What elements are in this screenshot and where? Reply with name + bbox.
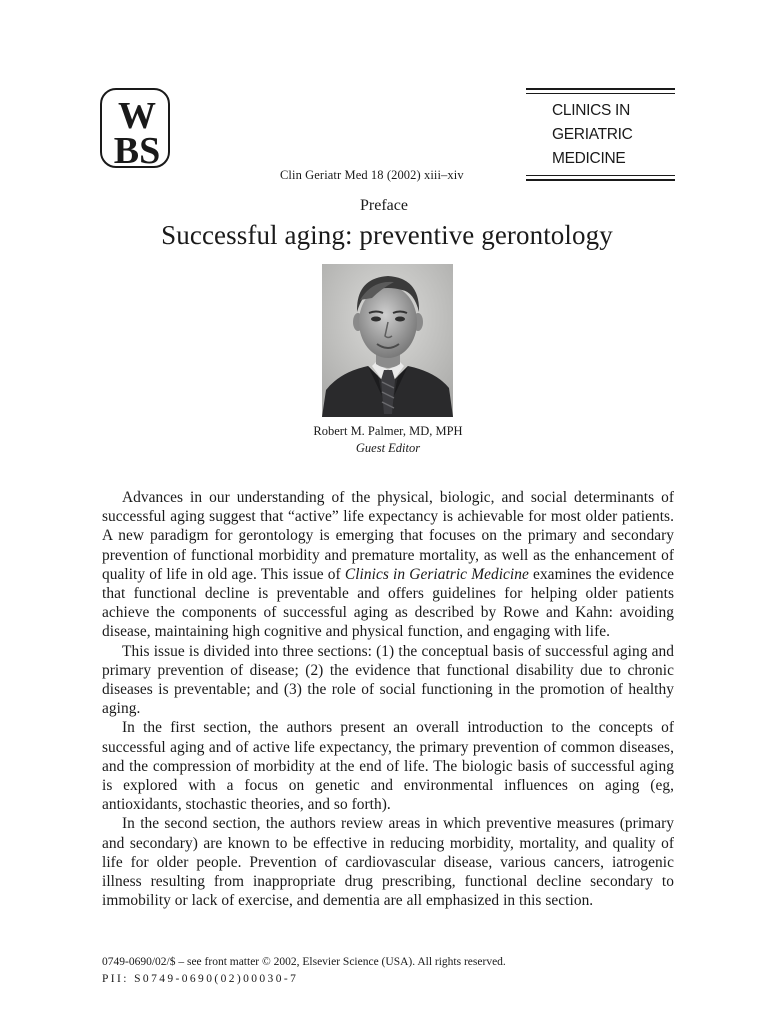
author-name: Robert M. Palmer, MD, MPH: [313, 424, 463, 438]
journal-title-line-1: CLINICS IN: [552, 102, 630, 119]
author-portrait: [322, 264, 453, 417]
copyright-line: 0749-0690/02/$ – see front matter © 2002, Elsevier Science (USA). All rights reserved.: [102, 956, 506, 968]
wbs-publisher-logo-icon: [102, 90, 172, 170]
journal-citation: Clin Geriatr Med 18 (2002) xiii–xiv: [280, 168, 464, 182]
body-paragraph: This issue is divided into three sections: (1) the conceptual basis of successful aging and primary prevention of disease; (2) the evidence that functional disability due to chronic diseases is preventable; and (3) the role of social functioning in the promotion of healthy aging.: [102, 642, 674, 718]
logo-letters-bs: BS: [113, 130, 161, 170]
body-paragraph-1-text-b: examines the evidence that functional decline is preventable and offers guidelines for helping older patients achieve the components of successful aging as described by Rowe and Kahn: avoiding disease, maintaining high cognitive and physical function, and engaging with life.: [102, 565, 674, 641]
body-paragraph-1-text-a: Advances in our understanding of the physical, biologic, and social determinants of successful aging suggest that “active” life expectancy is achievable for most older patients. A new paradigm for gerontology is emerging that focuses on the primary and secondary prevention of functional morbidity and premature mortality, as well as the enhancement of quality of life in old age. This issue of: [102, 489, 674, 583]
page-footer: [102, 954, 506, 988]
section-label: Preface: [360, 197, 408, 214]
author-role: Guest Editor: [355, 441, 421, 455]
journal-box-top-rule-thin: [526, 93, 675, 94]
journal-box-bottom-rule: [526, 179, 675, 181]
logo-letter-w: W: [118, 95, 156, 137]
journal-box-top-rule: [526, 88, 675, 90]
journal-name-italic: Clinics in Geriatric Medicine: [344, 565, 529, 583]
body-paragraph: [102, 488, 674, 642]
journal-title-line-2: GERIATRIC: [552, 126, 633, 143]
body-paragraph: In the second section, the authors review areas in which preventive measures (primary and secondary) are known to be effective in reducing morbidity, mortality, and quality of life for older people. Prevention of cardiovascular disease, various cancers, iatrogenic illness resulting from inappropriate drug prescribing, functional decline secondary to immobility or lack of exercise, and dementia are all emphasized in this section.: [102, 815, 674, 910]
author-portrait-photo-icon: [322, 264, 453, 417]
journal-title-box: [526, 88, 675, 183]
article-body: [102, 488, 674, 910]
body-paragraph: In the first section, the authors present an overall introduction to the concepts of successful aging and of active life expectancy, the primary prevention of common diseases, and the compression of morbidity at the end of life. The biologic basis of successful aging is explored with a focus on genetic and environmental influences on aging (eg, antioxidants, stochastic theories, and so forth).: [102, 719, 674, 814]
pii-identifier: PII: S0749-0690(02)00030-7: [102, 973, 299, 985]
article-title: Successful aging: preventive gerontology: [161, 220, 613, 250]
publisher-logo: [100, 88, 170, 168]
journal-box-bottom-rule-thin: [526, 175, 675, 176]
journal-title-line-3: MEDICINE: [552, 150, 626, 167]
